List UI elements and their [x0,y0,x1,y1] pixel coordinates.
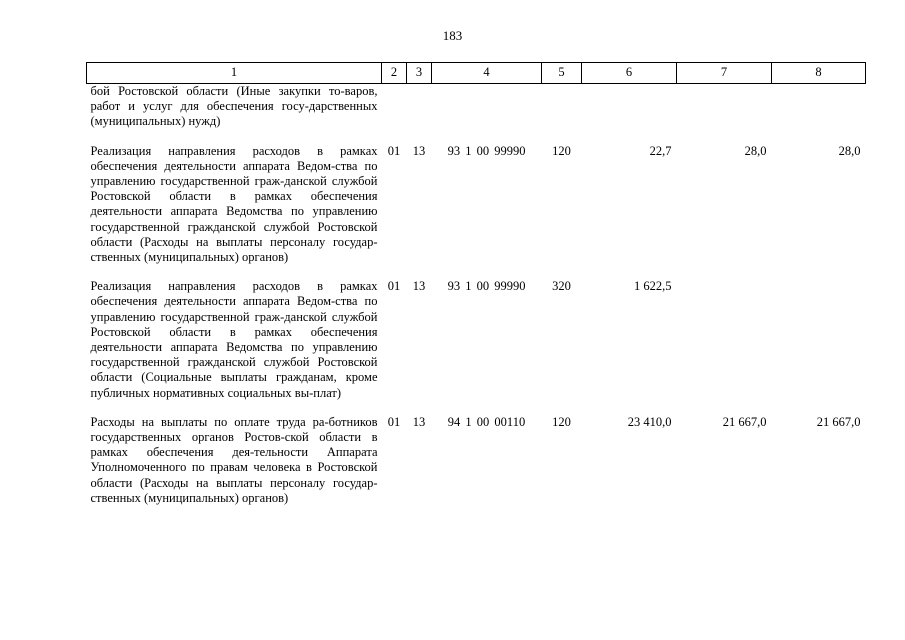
header-col-3: 3 [407,63,432,84]
row-description: Реализация направления расходов в рамках обеспечения деятельности аппарата Ведом-ства по управлению государственной граж-данской службой Ростовской области в рамках обеспечения деятельности аппарата Ведомства по управлению государственной гражданской службой Ростовской области (Расходы на выплаты персоналу государ-ственных (муниципальных) органов) [90,143,378,265]
row-csr: 93 1 00 99990 [447,143,526,158]
row-sum-2: 28,0 [744,143,767,158]
row-vr [542,84,582,144]
table-row [87,144,866,280]
header-col-5: 5 [542,63,582,84]
row-vr: 320 [552,279,571,294]
row-description: Реализация направления расходов в рамках обеспечения деятельности аппарата Ведом-ства по управлению государственной граж-данской службой Ростовской области в рамках обеспечения деятельности аппарата Ведомства по управлению государственной гражданской службой Ростовской области (Социальные выплаты гражданам, кроме публичных нормативных социальных вы-плат) [90,279,378,400]
header-col-7: 7 [677,63,772,84]
row-description: бой Ростовской области (Иные закупки то-варов, работ и услуг для обеспечения госу-дарственных (муниципальных) нужд) [90,84,378,129]
table-row [87,415,866,520]
row-vr: 120 [552,143,571,158]
row-description: Расходы на выплаты по оплате труда ра-ботников государственных органов Ростов-ской области в рамках обеспечения дея-тельности Аппарата Уполномоченного по правам человека в Ростовской области (Расходы на выплаты персоналу государ-ственных (муниципальных) органов) [90,414,378,505]
table-row-continuation [87,84,866,144]
table-row [87,279,866,415]
row-sum-1: 23 410,0 [627,414,672,429]
row-vr: 120 [552,414,571,429]
row-sum-1: 22,7 [649,143,672,158]
row-pr: 13 [412,414,426,429]
row-csr: 94 1 00 00110 [447,414,526,429]
header-col-8: 8 [772,63,866,84]
row-sum-1: 1 622,5 [634,279,672,294]
header-row [87,63,866,84]
row-pr: 13 [412,279,426,294]
row-sum-3: 21 667,0 [816,414,861,429]
row-sum-2 [677,84,772,144]
row-sum-3 [772,279,866,415]
row-rz: 01 [387,279,401,294]
row-sum-3 [772,84,866,144]
row-rz: 01 [387,414,401,429]
row-csr [432,84,542,144]
header-col-2: 2 [382,63,407,84]
row-csr: 93 1 00 99990 [447,279,526,294]
row-rz: 01 [387,143,401,158]
row-pr: 13 [412,143,426,158]
header-col-4: 4 [432,63,542,84]
row-sum-2 [677,279,772,415]
row-pr [407,84,432,144]
header-col-1: 1 [87,63,382,84]
row-sum-3: 28,0 [838,143,861,158]
budget-table [86,62,866,520]
row-sum-1 [582,84,677,144]
page-number: 183 [442,28,463,43]
header-col-6: 6 [582,63,677,84]
row-sum-2: 21 667,0 [722,414,767,429]
row-rz [382,84,407,144]
